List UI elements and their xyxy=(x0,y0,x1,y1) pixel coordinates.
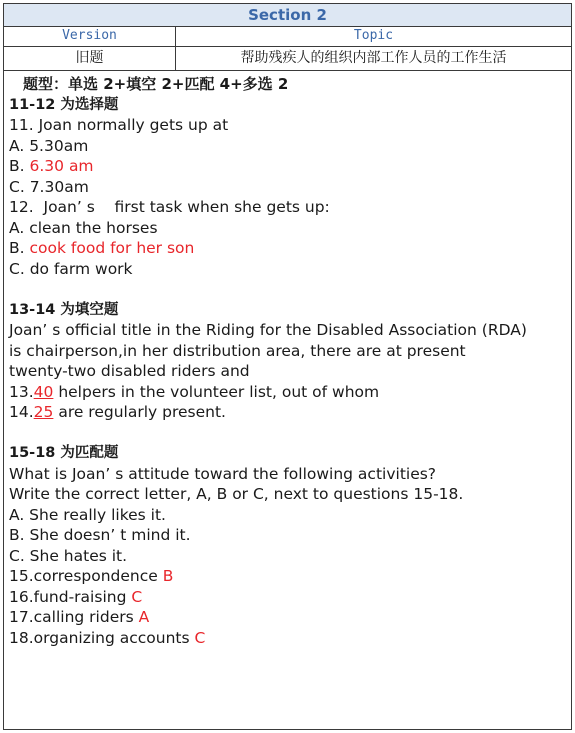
answer-text: cook food for her son xyxy=(29,239,195,257)
option-letter: A. xyxy=(9,218,30,237)
option-letter: B. xyxy=(9,157,30,175)
answer-text: A xyxy=(138,608,150,626)
match-option-c: C. She hates it. xyxy=(9,546,128,565)
option-letter: B. xyxy=(9,239,30,257)
option-12c xyxy=(9,259,565,280)
match-option-a: A. She really likes it. xyxy=(9,505,166,524)
option-letter: C. xyxy=(9,177,30,196)
option-letter: C. xyxy=(9,259,30,278)
topic-header: Topic xyxy=(353,28,394,43)
question-14 xyxy=(9,402,565,423)
table-header-row xyxy=(4,26,571,47)
option-12a xyxy=(9,218,565,239)
instruction-line: What is Joan’ s attitude toward the following activities? xyxy=(9,464,437,483)
question-text: 15.correspondence xyxy=(9,567,163,585)
question-17 xyxy=(9,607,565,628)
answer-text: C xyxy=(131,587,143,606)
passage-line: Joan’ s official title in the Riding for the Disabled Association (RDA) xyxy=(9,321,527,339)
question-text: 18.organizing accounts xyxy=(9,628,195,647)
option-text: 7.30am xyxy=(29,177,89,196)
answer-text: C xyxy=(194,628,206,647)
question-number: 14. xyxy=(9,403,34,421)
question-15 xyxy=(9,566,565,587)
option-letter: A. xyxy=(9,136,30,155)
passage-line: is chairperson,in her distribution area, there are at present xyxy=(9,341,466,360)
option-11b xyxy=(9,156,565,177)
question-text: helpers in the volunteer list, out of whom xyxy=(53,382,380,401)
question-11: 11. Joan normally gets up at xyxy=(9,116,229,134)
version-value: 旧题 xyxy=(4,46,176,70)
passage-line: twenty-two disabled riders and xyxy=(9,362,250,380)
spacer xyxy=(9,423,565,444)
option-text: do farm work xyxy=(29,259,133,278)
question-content xyxy=(9,74,565,648)
question-number: 13. xyxy=(9,382,34,401)
topic-value: 帮助残疾人的组织内部工作人员的工作生活 xyxy=(240,50,507,66)
option-11a xyxy=(9,136,565,157)
match-option-b: B. She doesn’ t mind it. xyxy=(9,526,191,544)
question-text: 17.calling riders xyxy=(9,608,139,626)
answer-text: B xyxy=(162,567,174,585)
question-text: 16.fund-raising xyxy=(9,587,132,606)
question-type-summary: 题型：单选 2+填空 2+匹配 4+多选 2 xyxy=(23,75,289,93)
option-text: clean the horses xyxy=(29,218,158,237)
option-11c xyxy=(9,177,565,198)
option-text: 5.30am xyxy=(29,136,89,155)
answer-text: 25 xyxy=(33,403,54,421)
answer-text: 40 xyxy=(33,382,54,401)
spacer xyxy=(9,279,565,300)
answer-text: 6.30 am xyxy=(29,157,94,175)
table-value-row xyxy=(4,46,571,71)
section-title: Section 2 xyxy=(4,4,571,27)
question-12: 12. Joan’ s first task when she gets up: xyxy=(9,198,330,216)
worksheet xyxy=(3,3,572,730)
section-heading-matching: 15-18 为匹配题 xyxy=(9,445,119,461)
question-18 xyxy=(9,628,565,649)
option-12b xyxy=(9,238,565,259)
section-heading-choice: 11-12 为选择题 xyxy=(9,96,119,113)
question-16 xyxy=(9,587,565,608)
version-header: Version xyxy=(4,26,176,46)
section-heading-fill: 13-14 为填空题 xyxy=(9,301,119,318)
question-13 xyxy=(9,382,565,403)
question-text: are regularly present. xyxy=(53,403,226,421)
instruction-line: Write the correct letter, A, B or C, next to questions 15-18. xyxy=(9,485,464,503)
